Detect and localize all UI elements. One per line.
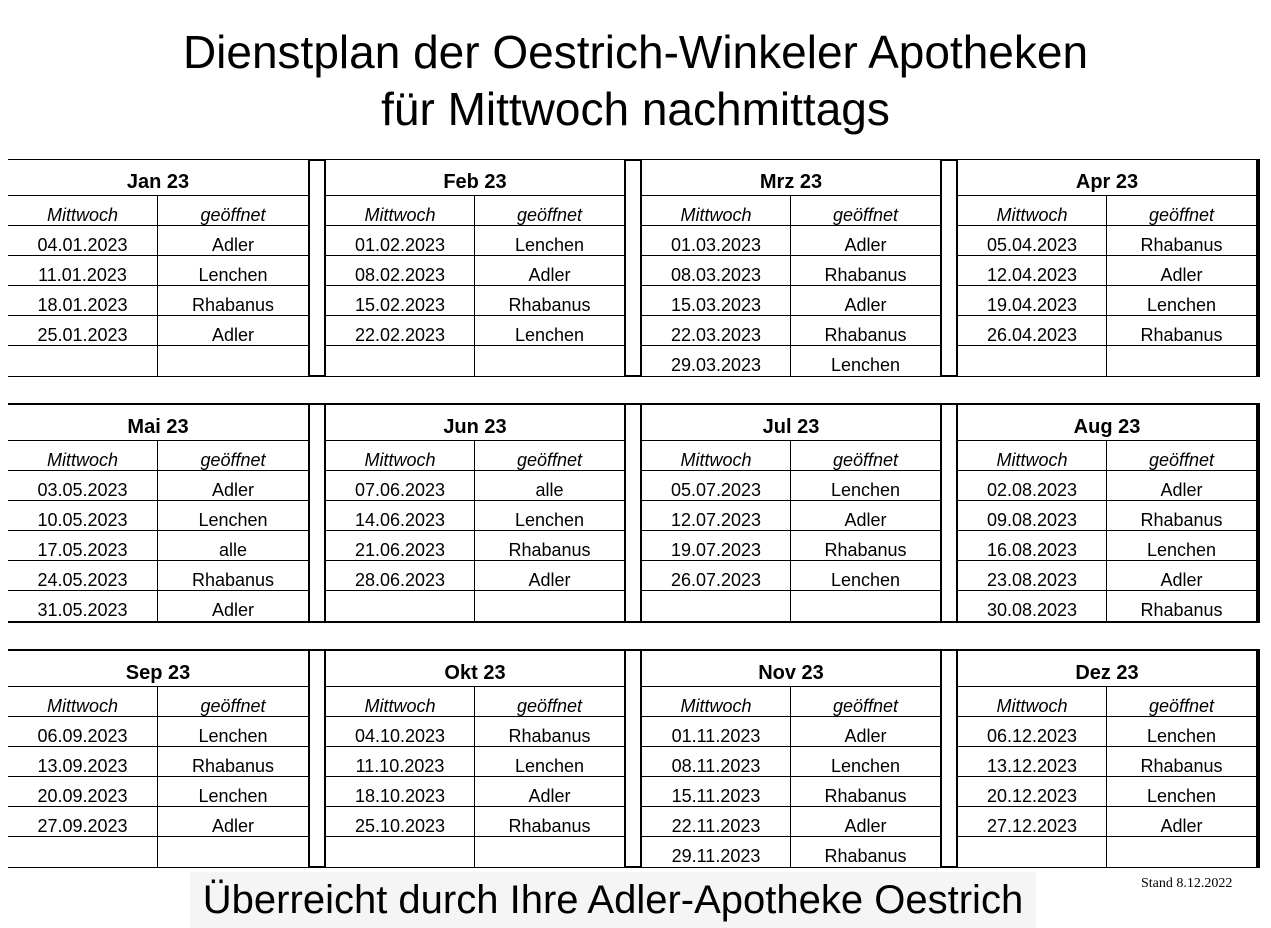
column-header-row: [8, 687, 308, 717]
column-header-date: Mittwoch: [958, 196, 1107, 225]
table-row: [326, 286, 624, 316]
month-table: [956, 405, 1258, 621]
month-title: Jul 23: [642, 405, 940, 441]
table-row: [326, 471, 624, 501]
table-row: [958, 346, 1256, 376]
column-header-row: [642, 687, 940, 717]
date-cell: 22.11.2023: [642, 807, 791, 836]
table-row: [642, 747, 940, 777]
table-row: [8, 777, 308, 807]
date-cell: 11.01.2023: [8, 256, 158, 285]
pharmacy-cell: Rhabanus: [1140, 600, 1223, 620]
column-header-row: [958, 687, 1256, 717]
pharmacy-cell: Lenchen: [830, 355, 901, 375]
pharmacy-cell: Rhabanus: [1140, 756, 1223, 776]
pharmacy-cell: Rhabanus: [508, 726, 591, 746]
column-header-row: [8, 441, 308, 471]
table-row: [642, 717, 940, 747]
table-row: [958, 256, 1256, 286]
column-header-open: geöffnet: [516, 450, 583, 470]
table-row: [326, 807, 624, 837]
month-title: Nov 23: [642, 651, 940, 687]
table-row: [958, 471, 1256, 501]
date-cell: 28.06.2023: [326, 561, 475, 590]
pharmacy-cell: Adler: [844, 510, 887, 530]
table-row: [958, 226, 1256, 256]
pharmacy-cell: Rhabanus: [191, 756, 275, 776]
pharmacy-cell: [475, 837, 624, 867]
pharmacy-cell: Rhabanus: [191, 295, 275, 315]
table-row: [8, 531, 308, 561]
column-header-row: [958, 196, 1256, 226]
date-cell: 29.03.2023: [642, 346, 791, 376]
pharmacy-cell: Rhabanus: [824, 265, 907, 285]
month-table: [324, 405, 626, 621]
table-row: [642, 226, 940, 256]
pharmacy-cell: Lenchen: [514, 235, 585, 255]
pharmacy-cell: Adler: [1160, 265, 1203, 285]
date-cell: 18.01.2023: [8, 286, 158, 315]
column-header-open: geöffnet: [200, 205, 266, 225]
table-row: [642, 561, 940, 591]
table-row: [958, 316, 1256, 346]
table-row: [326, 531, 624, 561]
date-cell: 15.02.2023: [326, 286, 475, 315]
date-cell: 10.05.2023: [8, 501, 158, 530]
date-cell: 21.06.2023: [326, 531, 475, 560]
column-header-date: Mittwoch: [8, 687, 158, 716]
table-row: [642, 471, 940, 501]
column-header-open: geöffnet: [1148, 450, 1215, 470]
table-row: [958, 747, 1256, 777]
date-cell: 04.01.2023: [8, 226, 158, 255]
pharmacy-cell: Lenchen: [830, 570, 901, 590]
pharmacy-cell: Rhabanus: [824, 786, 907, 806]
pharmacy-cell: Adler: [528, 265, 571, 285]
pharmacy-cell: [158, 837, 308, 867]
column-header-open: geöffnet: [516, 696, 583, 716]
month-title: Okt 23: [326, 651, 624, 687]
date-cell: 13.09.2023: [8, 747, 158, 776]
pharmacy-cell: Rhabanus: [824, 846, 907, 866]
table-row: [8, 591, 308, 621]
table-row: [326, 747, 624, 777]
pharmacy-cell: Lenchen: [1146, 726, 1217, 746]
footer-text: Überreicht durch Ihre Adler-Apotheke Oestrich: [190, 872, 1036, 928]
column-header-row: [8, 196, 308, 226]
column-header-open: geöffnet: [832, 450, 899, 470]
month-table: [8, 405, 310, 621]
date-cell: 02.08.2023: [958, 471, 1107, 500]
pharmacy-cell: Lenchen: [198, 726, 268, 746]
table-row: [8, 717, 308, 747]
pharmacy-cell: Adler: [1160, 816, 1203, 836]
pharmacy-cell: Lenchen: [1146, 295, 1217, 315]
month-table: [956, 160, 1258, 376]
pharmacy-cell: Rhabanus: [824, 540, 907, 560]
column-header-open: geöffnet: [200, 696, 266, 716]
column-header-open: geöffnet: [832, 205, 899, 225]
column-header-row: [958, 441, 1256, 471]
pharmacy-cell: Adler: [211, 325, 255, 345]
month-title: Feb 23: [326, 160, 624, 196]
table-row: [642, 591, 940, 621]
month-title: Mrz 23: [642, 160, 940, 196]
table-row: [8, 471, 308, 501]
page-title: [0, 24, 1271, 138]
date-cell: 27.12.2023: [958, 807, 1107, 836]
column-header-date: Mittwoch: [8, 196, 158, 225]
table-row: [326, 717, 624, 747]
table-row: [326, 777, 624, 807]
pharmacy-cell: Rhabanus: [1140, 235, 1223, 255]
table-row: [642, 346, 940, 376]
date-cell: [8, 346, 158, 376]
month-table: [324, 651, 626, 867]
date-cell: [326, 591, 475, 621]
date-cell: 01.02.2023: [326, 226, 475, 255]
pharmacy-cell: [158, 346, 308, 376]
date-cell: 08.11.2023: [642, 747, 791, 776]
date-cell: 26.07.2023: [642, 561, 791, 590]
column-header-row: [326, 441, 624, 471]
date-cell: 12.07.2023: [642, 501, 791, 530]
column-header-open: geöffnet: [832, 696, 899, 716]
date-cell: 18.10.2023: [326, 777, 475, 806]
date-cell: 01.11.2023: [642, 717, 791, 746]
date-cell: 26.04.2023: [958, 316, 1107, 345]
date-cell: 23.08.2023: [958, 561, 1107, 590]
column-header-date: Mittwoch: [642, 441, 791, 470]
date-cell: 16.08.2023: [958, 531, 1107, 560]
pharmacy-cell: Lenchen: [1146, 540, 1217, 560]
pharmacy-cell: Rhabanus: [1140, 325, 1223, 345]
pharmacy-cell: Adler: [211, 600, 255, 620]
date-cell: 11.10.2023: [326, 747, 475, 776]
table-row: [8, 807, 308, 837]
pharmacy-cell: [475, 591, 624, 621]
date-cell: 29.11.2023: [642, 837, 791, 867]
table-row: [958, 807, 1256, 837]
pharmacy-cell: alle: [218, 540, 248, 560]
column-header-date: Mittwoch: [326, 687, 475, 716]
table-row: [326, 256, 624, 286]
pharmacy-cell: Lenchen: [198, 265, 268, 285]
table-row: [326, 226, 624, 256]
date-cell: 05.07.2023: [642, 471, 791, 500]
pharmacy-cell: Adler: [528, 570, 571, 590]
column-header-date: Mittwoch: [642, 196, 791, 225]
date-cell: 08.02.2023: [326, 256, 475, 285]
date-cell: 31.05.2023: [8, 591, 158, 621]
pharmacy-cell: Lenchen: [198, 510, 268, 530]
column-header-date: Mittwoch: [958, 687, 1107, 716]
pharmacy-cell: Adler: [844, 295, 887, 315]
pharmacy-cell: Lenchen: [514, 510, 585, 530]
table-row: [642, 316, 940, 346]
table-row: [8, 256, 308, 286]
date-cell: 25.01.2023: [8, 316, 158, 345]
table-row: [958, 717, 1256, 747]
date-cell: [326, 837, 475, 867]
month-title: Jan 23: [8, 160, 308, 196]
pharmacy-cell: Adler: [211, 480, 255, 500]
column-header-date: Mittwoch: [326, 441, 475, 470]
table-row: [326, 837, 624, 867]
table-row: [642, 256, 940, 286]
stand-date: Stand 8.12.2022: [1141, 876, 1233, 891]
table-row: [326, 591, 624, 621]
column-header-date: Mittwoch: [8, 441, 158, 470]
column-header-row: [326, 196, 624, 226]
pharmacy-cell: Lenchen: [830, 756, 901, 776]
date-cell: 01.03.2023: [642, 226, 791, 255]
column-header-date: Mittwoch: [326, 196, 475, 225]
date-cell: 13.12.2023: [958, 747, 1107, 776]
date-cell: 03.05.2023: [8, 471, 158, 500]
column-header-row: [642, 196, 940, 226]
table-row: [8, 561, 308, 591]
pharmacy-cell: Adler: [1160, 480, 1203, 500]
pharmacy-cell: Lenchen: [1146, 786, 1217, 806]
table-row: [958, 531, 1256, 561]
date-cell: 30.08.2023: [958, 591, 1107, 621]
column-header-row: [642, 441, 940, 471]
date-cell: [326, 346, 475, 376]
pharmacy-cell: Adler: [844, 816, 887, 836]
table-row: [326, 316, 624, 346]
table-row: [8, 346, 308, 376]
table-row: [958, 777, 1256, 807]
table-row: [642, 837, 940, 867]
month-title: Aug 23: [958, 405, 1256, 441]
pharmacy-cell: [1107, 837, 1256, 867]
date-cell: [958, 837, 1107, 867]
date-cell: 06.09.2023: [8, 717, 158, 746]
column-header-open: geöffnet: [200, 450, 266, 470]
pharmacy-cell: Rhabanus: [1140, 510, 1223, 530]
date-cell: 25.10.2023: [326, 807, 475, 836]
date-cell: 15.03.2023: [642, 286, 791, 315]
date-cell: 22.03.2023: [642, 316, 791, 345]
table-row: [8, 837, 308, 867]
date-cell: 15.11.2023: [642, 777, 791, 806]
month-title: Mai 23: [8, 405, 308, 441]
month-table: [640, 405, 942, 621]
table-row: [8, 316, 308, 346]
table-row: [642, 531, 940, 561]
table-row: [326, 561, 624, 591]
date-cell: 19.04.2023: [958, 286, 1107, 315]
date-cell: 19.07.2023: [642, 531, 791, 560]
column-header-open: geöffnet: [1148, 205, 1215, 225]
date-cell: 24.05.2023: [8, 561, 158, 590]
table-row: [8, 501, 308, 531]
title-line-1: Dienstplan der Oestrich-Winkeler Apotheken: [182, 26, 1089, 78]
table-row: [642, 807, 940, 837]
table-row: [958, 561, 1256, 591]
table-row: [8, 747, 308, 777]
date-cell: 12.04.2023: [958, 256, 1107, 285]
pharmacy-cell: Rhabanus: [824, 325, 907, 345]
date-cell: 20.12.2023: [958, 777, 1107, 806]
month-title: Jun 23: [326, 405, 624, 441]
pharmacy-cell: [1107, 346, 1256, 376]
pharmacy-cell: Lenchen: [830, 480, 901, 500]
column-header-row: [326, 687, 624, 717]
row-gap: [8, 375, 1260, 405]
row-gap: [8, 621, 1260, 651]
pharmacy-cell: Adler: [844, 726, 887, 746]
month-table: [640, 651, 942, 867]
date-cell: 22.02.2023: [326, 316, 475, 345]
date-cell: 14.06.2023: [326, 501, 475, 530]
table-row: [8, 286, 308, 316]
pharmacy-cell: Rhabanus: [508, 540, 591, 560]
title-line-2: für Mittwoch nachmittags: [381, 83, 890, 135]
month-table: [956, 651, 1258, 867]
month-table: [8, 651, 310, 867]
table-row: [958, 501, 1256, 531]
column-header-date: Mittwoch: [958, 441, 1107, 470]
pharmacy-cell: Adler: [528, 786, 571, 806]
month-table: [324, 160, 626, 376]
date-cell: 07.06.2023: [326, 471, 475, 500]
pharmacy-cell: Lenchen: [198, 786, 268, 806]
month-table: [640, 160, 942, 376]
column-header-open: geöffnet: [516, 205, 583, 225]
pharmacy-cell: Rhabanus: [508, 295, 591, 315]
pharmacy-cell: Rhabanus: [191, 570, 275, 590]
table-row: [958, 837, 1256, 867]
pharmacy-cell: Adler: [211, 235, 255, 255]
date-cell: [958, 346, 1107, 376]
table-row: [326, 501, 624, 531]
table-row: [958, 591, 1256, 621]
pharmacy-cell: Lenchen: [514, 325, 585, 345]
month-title: Dez 23: [958, 651, 1256, 687]
table-row: [642, 501, 940, 531]
date-cell: 05.04.2023: [958, 226, 1107, 255]
date-cell: 08.03.2023: [642, 256, 791, 285]
pharmacy-cell: Adler: [1160, 570, 1203, 590]
date-cell: 20.09.2023: [8, 777, 158, 806]
month-title: Apr 23: [958, 160, 1256, 196]
column-header-open: geöffnet: [1148, 696, 1215, 716]
month-table: [8, 160, 310, 376]
month-title: Sep 23: [8, 651, 308, 687]
date-cell: 06.12.2023: [958, 717, 1107, 746]
date-cell: [8, 837, 158, 867]
date-cell: 17.05.2023: [8, 531, 158, 560]
table-row: [642, 286, 940, 316]
pharmacy-cell: Lenchen: [514, 756, 585, 776]
pharmacy-cell: Adler: [844, 235, 887, 255]
pharmacy-cell: Adler: [211, 816, 255, 836]
table-row: [642, 777, 940, 807]
table-row: [326, 346, 624, 376]
pharmacy-cell: [475, 346, 624, 376]
date-cell: 04.10.2023: [326, 717, 475, 746]
date-cell: 09.08.2023: [958, 501, 1107, 530]
date-cell: [642, 591, 791, 621]
pharmacy-cell: Rhabanus: [508, 816, 591, 836]
pharmacy-cell: [791, 591, 940, 621]
column-header-date: Mittwoch: [642, 687, 791, 716]
table-row: [8, 226, 308, 256]
pharmacy-cell: alle: [535, 480, 564, 500]
date-cell: 27.09.2023: [8, 807, 158, 836]
table-row: [958, 286, 1256, 316]
